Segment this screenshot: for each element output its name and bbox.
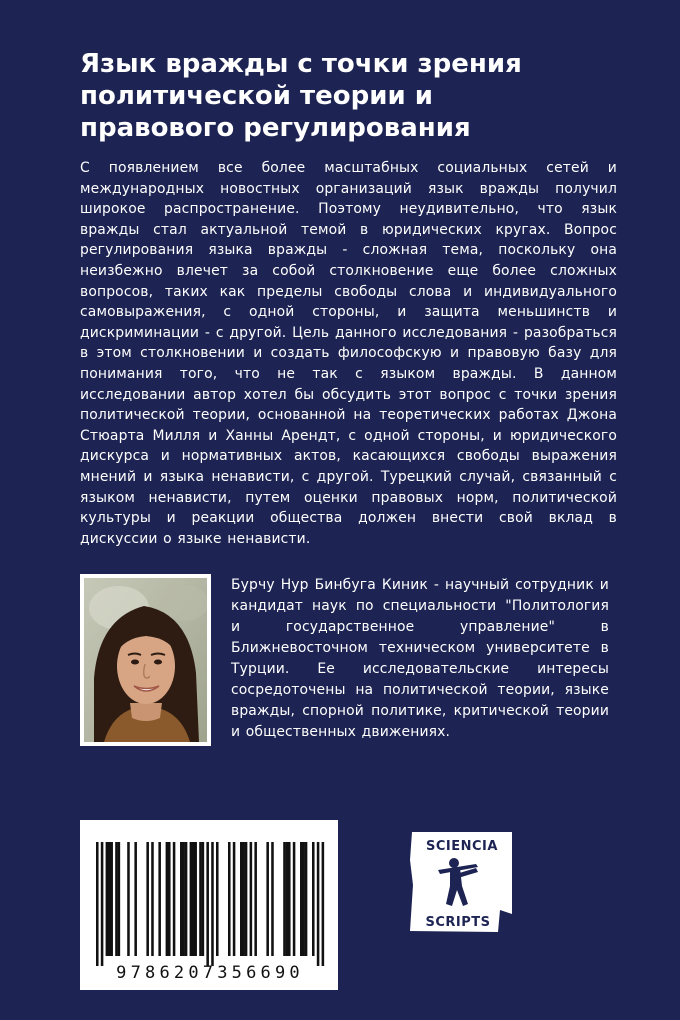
title-line-2: политической теории и [80, 81, 433, 111]
barcode-bar [216, 842, 219, 956]
logo-top-text: SCIENCIA [426, 839, 498, 854]
barcode-bar [250, 842, 253, 956]
barcode-bar [185, 842, 188, 956]
barcode-bar [180, 842, 183, 956]
barcode-bar [286, 842, 289, 956]
title-line-1: Язык вражды с точки зрения [80, 49, 522, 79]
barcode-bar [240, 842, 243, 956]
barcode-bar [245, 842, 248, 956]
barcode-bar [242, 842, 245, 956]
barcode-bar [110, 842, 113, 956]
isbn-barcode [80, 820, 338, 990]
barcode-bar [322, 842, 325, 966]
book-description: С появлением все более масштабных социальных сетей и международных новостных организаций язык вражды получил широкое распространение. Поэтому неудивительно, что язык вражды стал актуальной темой в юридических кругах. Вопрос регулирования языка вражды - сложная тема, поскольку она неизбежно влечет за собой столкновение еще более сложных вопросов, таких как пределы свободы слова и индивидуального самовыражения, с одной стороны, и защита меньшинств и дискриминации - с другой. Цель данного исследования - разобраться в этом столкновении и создать философскую и правовую базу для понимания того, что не так с языком вражды. В данном исследовании автор хотел бы обсудить этот вопрос с точки зрения политической теории, основанной на теоретических работах Джона Стюарта Милля и Ханны Арендт, с одной стороны, и юридического дискурса и нормативных актов, касающихся свободы выражения мнений и языка ненависти, с другой. Турецкий случай, связанный с языком ненависти, путем оценки правовых норм, политической культуры и реакции общества должен внести свой вклад в дискуссии о языке ненависти. [80, 160, 617, 547]
barcode-bar [106, 842, 109, 956]
barcode-bar [96, 842, 99, 966]
title-line-3: правового регулирования [80, 113, 471, 143]
barcode-bar [202, 842, 205, 956]
barcode-bar [194, 842, 197, 956]
barcode-bar [151, 842, 154, 956]
author-photo [80, 574, 211, 746]
author-bio: Бурчу Нур Бинбуга Киник - научный сотрудник и кандидат наук по специальности "Политология и государственное управление" в Ближневосточном техническом университете в Турции. Ее исследовательские интересы сосредоточены на политической теории, языке вражды, спорной политике, критической теории и общественных движениях. [231, 577, 609, 740]
barcode-bar [115, 842, 118, 956]
barcode-bar [305, 842, 308, 956]
barcode-bar [293, 842, 296, 956]
barcode-bar [182, 842, 185, 956]
logo-bottom-text: SCRIPTS [425, 915, 491, 930]
book-title [80, 48, 640, 144]
sciencia-scripts-logo-icon [408, 830, 516, 934]
barcode-bar [317, 842, 320, 966]
barcode-bar [108, 842, 111, 956]
barcode-bar [146, 842, 149, 956]
barcode-bar [266, 842, 269, 956]
barcode-bar [283, 842, 286, 956]
barcode-bar [190, 842, 193, 956]
barcode-bar [254, 842, 257, 956]
barcode-bar [166, 842, 169, 956]
barcode-bar [168, 842, 171, 956]
barcode-bar [127, 842, 130, 956]
barcode-bar [312, 842, 315, 956]
barcode-bar [173, 842, 176, 956]
barcode-bar [134, 842, 137, 956]
barcode-bar [206, 842, 209, 966]
barcode-bar [228, 842, 231, 956]
isbn-number: 9786207356690 [116, 963, 304, 983]
barcode-bar [192, 842, 195, 956]
barcode-bar [300, 842, 303, 956]
barcode-bar [101, 842, 104, 966]
barcode-bar [288, 842, 291, 956]
barcode-bar [118, 842, 121, 956]
barcode-bar [302, 842, 305, 956]
barcode-bar [211, 842, 214, 966]
barcode-bar [158, 842, 161, 956]
barcode-bar [233, 842, 236, 956]
barcode-bars [94, 842, 326, 972]
barcode-bar [271, 842, 274, 956]
barcode-bar [199, 842, 202, 956]
publisher-logo [408, 830, 516, 934]
author-portrait-image [84, 578, 207, 742]
